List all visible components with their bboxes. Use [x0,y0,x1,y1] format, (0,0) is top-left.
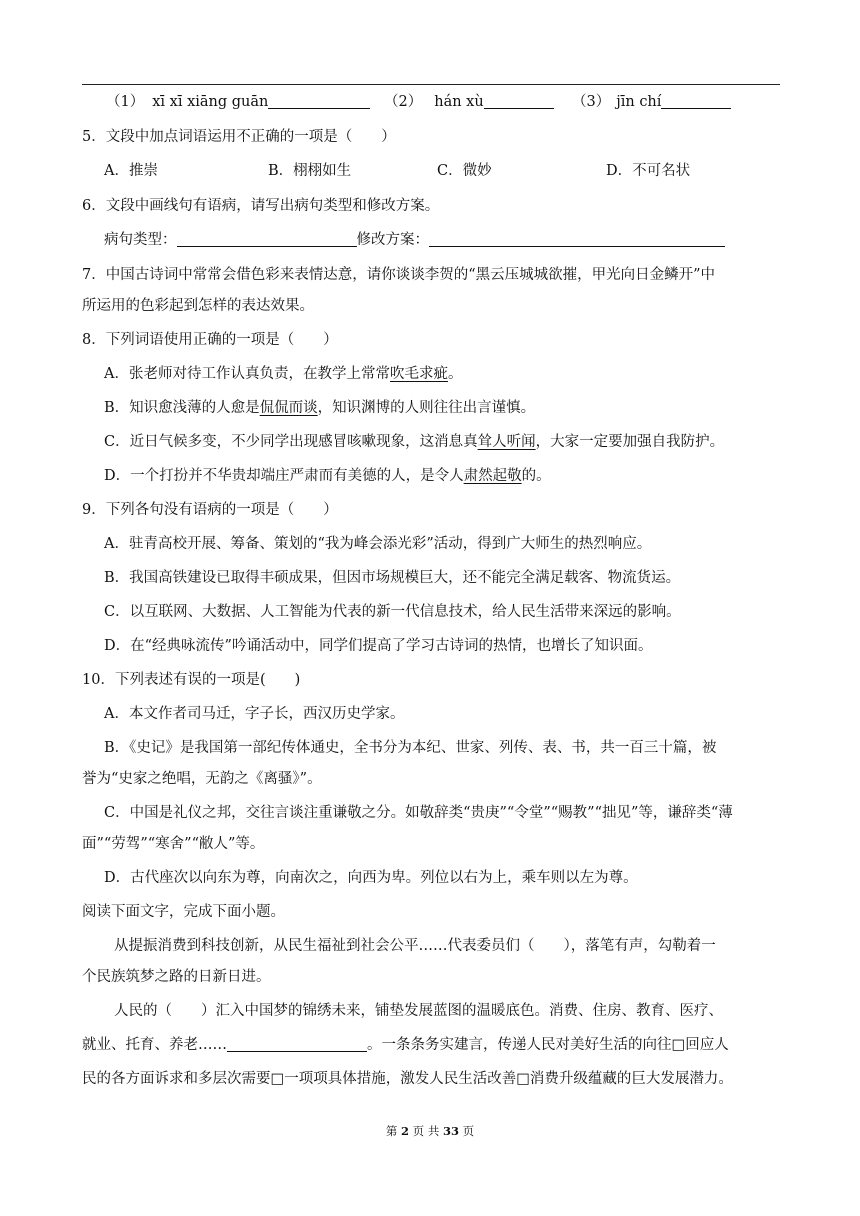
total-pages: 33 [442,1124,459,1138]
page-number: 2 [401,1124,410,1138]
question-10-stem: 10．下列表述有误的一项是( ) [82,672,301,688]
question-9-stem: 9．下列各句没有语病的一项是（ ） [82,502,338,518]
passage-text: 。一条条务实建言，传递人民对美好生活的向往□回应人 [367,1037,729,1053]
fix-plan-blank[interactable] [429,231,725,247]
footer-text: 第 [385,1124,401,1138]
underlined-idiom: 吹毛求疵 [389,366,448,382]
q8-option-c[interactable] [104,432,724,452]
option-text: ，知识渊博的人则往往出言谨慎。 [317,400,536,416]
pinyin-number: （3） [572,94,611,110]
answer-blank[interactable] [484,93,554,109]
q8-option-b[interactable] [104,398,535,418]
q10-option-b-line-2: 誉为“史家之绝唱，无韵之《离骚》”。 [82,771,322,787]
sentence-type-label: 病句类型： [104,232,177,248]
underlined-idiom: 肃然起敬 [463,468,522,484]
option-text: 的。 [521,468,551,484]
pinyin-number: （1） [106,94,145,110]
passage-text: 就业、托育、养老…… [82,1037,227,1053]
question-5-stem: 5．文段中加点词语运用不正确的一项是（ ） [82,129,396,145]
q9-option-d[interactable]: D．在“经典咏流传”吟诵活动中，同学们提高了学习古诗词的热情，也增长了知识面。 [104,638,653,654]
passage-p1-line-2: 个民族筑梦之路的日新日进。 [82,969,271,985]
pinyin-text: jīn chí [616,94,662,110]
page-footer [0,1123,860,1139]
q8-option-a[interactable] [104,364,462,384]
q6-answer-line [104,230,725,250]
pinyin-item-1 [106,92,370,112]
passage-p2-line-3: 民的各方面诉求和多层次需要□一项项具体措施，激发人民生活改善□消费升级蕴藏的巨大发展潜力。 [82,1071,733,1087]
passage-p2-line-1: 人民的（ ）汇入中国梦的锦绣未来，铺垫发展蓝图的温暖底色。消费、住房、教育、医疗、 [114,1003,723,1019]
header-rule [82,84,780,85]
passage-p1-line-1: 从提振消费到科技创新，从民生福祉到社会公平……代表委员们（ ），落笔有声，勾勒着一 [114,938,716,954]
answer-blank[interactable] [661,93,731,109]
sentence-type-blank[interactable] [177,231,357,247]
pinyin-item-3 [572,92,731,112]
passage-blank[interactable] [227,1036,367,1052]
question-8-stem: 8．下列词语使用正确的一项是（ ） [82,332,338,348]
pinyin-item-2 [384,92,554,112]
option-text: B．知识愈浅薄的人愈是 [104,400,260,416]
footer-text: 页 [459,1124,475,1138]
pinyin-text: xī xī xiāng guān [152,94,269,110]
q5-option-b[interactable]: B．栩栩如生 [268,163,352,179]
q5-option-d[interactable]: D．不可名状 [606,163,691,179]
q10-option-c-line-2: 面”“劳驾”“寒舍”“敝人”等。 [82,836,265,852]
q8-option-d[interactable] [104,466,551,486]
footer-text: 页 共 [409,1124,443,1138]
question-6-stem: 6．文段中画线句有语病，请写出病句类型和修改方案。 [82,198,440,214]
answer-blank[interactable] [268,93,370,109]
q9-option-b[interactable]: B．我国高铁建设已取得丰硕成果，但因市场规模巨大，还不能完全满足载客、物流货运。 [104,570,681,586]
q9-option-a[interactable]: A．驻青高校开展、筹备、策划的“我为峰会添光彩”活动，得到广大师生的热烈响应。 [104,536,652,552]
question-7-line-1: 7．中国古诗词中常常会借色彩来表情达意，请你谈谈李贺的“黑云压城城欲摧，甲光向日金鳞开”中 [82,267,716,283]
q5-option-c[interactable]: C．微妙 [437,163,492,179]
option-text: ，大家一定要加强自我防护。 [535,434,725,450]
q9-option-c[interactable]: C．以互联网、大数据、人工智能为代表的新一代信息技术，给人民生活带来深远的影响。 [104,604,681,620]
q5-option-a[interactable]: A．推崇 [104,163,158,179]
reading-intro: 阅读下面文字，完成下面小题。 [82,904,285,920]
fix-plan-label: 修改方案： [356,232,429,248]
underlined-idiom: 耸人听闻 [477,434,536,450]
option-text: D．一个打扮并不华贵却端庄严肃而有美德的人，是令人 [104,468,464,484]
option-text: 。 [447,366,463,382]
option-text: C．近日气候多变，不少同学出现感冒咳嗽现象，这消息真 [104,434,478,450]
q10-option-b-line-1[interactable]: B．《史记》是我国第一部纪传体通史，全书分为本纪、世家、列传、表、书，共一百三十篇，被 [104,740,717,756]
passage-p2-line-2 [82,1035,729,1055]
q10-option-d[interactable]: D．古代座次以向东为尊，向南次之，向西为卑。列位以右为上，乘车则以左为尊。 [104,870,638,886]
option-text: A．张老师对待工作认真负责，在教学上常常 [104,366,390,382]
underlined-idiom: 侃侃而谈 [259,400,318,416]
pinyin-text: hán xù [434,94,484,110]
q10-option-c-line-1[interactable]: C．中国是礼仪之邦，交往言谈注重谦敬之分。如敬辞类“贵庚”“令堂”“赐教”“拙见”等，谦辞类“薄 [104,805,733,821]
q10-option-a[interactable]: A．本文作者司马迁，字子长，西汉历史学家。 [104,706,405,722]
question-7-line-2: 所运用的色彩起到怎样的表达效果。 [82,298,314,314]
pinyin-number: （2） [384,94,423,110]
